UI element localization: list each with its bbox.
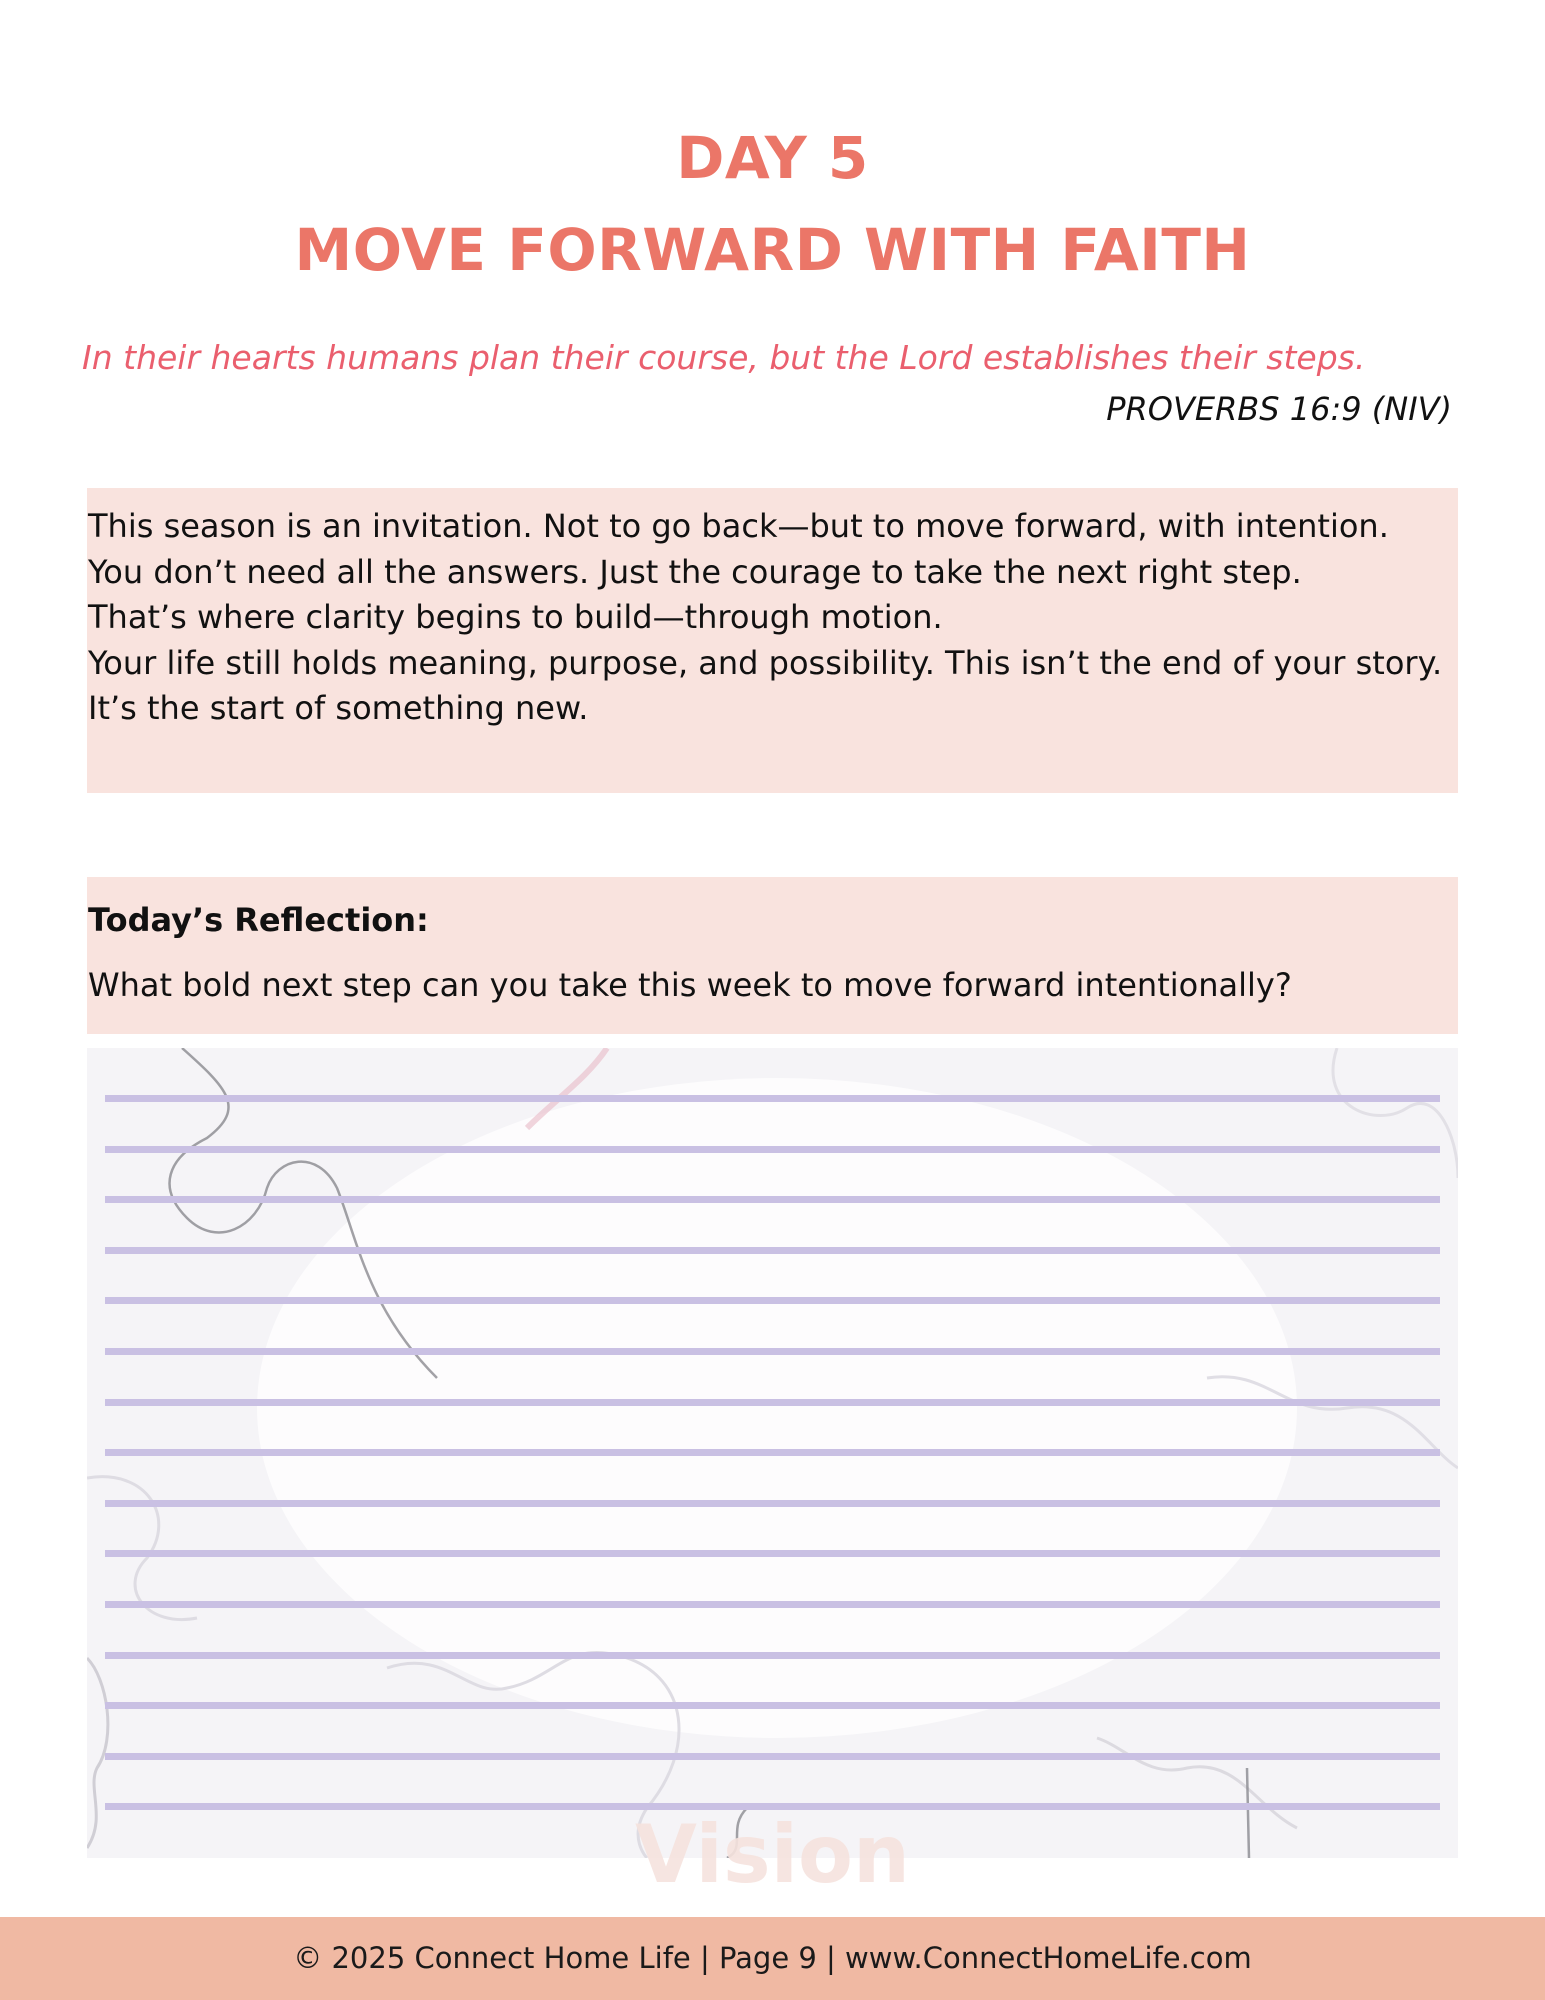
- writing-line: [105, 1196, 1440, 1203]
- writing-line: [105, 1753, 1440, 1760]
- writing-line: [105, 1146, 1440, 1153]
- day-title: MOVE FORWARD WITH FAITH: [294, 216, 1251, 284]
- reflection-question: What bold next step can you take this week to move forward intentionally?: [88, 966, 1292, 1004]
- scripture-verse: In their hearts humans plan their course, but the Lord establishes their steps.: [82, 338, 1366, 377]
- intro-paragraph: Your life still holds meaning, purpose, and possibility. This isn’t the end of your story. It’s the start of something new.: [88, 643, 1443, 727]
- writing-line: [105, 1702, 1440, 1709]
- intro-paragraph: That’s where clarity begins to build—through motion.: [88, 598, 943, 636]
- intro-text: [88, 504, 1448, 732]
- writing-line: [105, 1449, 1440, 1456]
- intro-box: [87, 488, 1458, 793]
- page-title: [0, 112, 1545, 296]
- journal-writing-area[interactable]: [87, 1048, 1458, 1858]
- writing-line: [105, 1652, 1440, 1659]
- watermark-text: Vision: [635, 1808, 910, 1901]
- writing-line: [105, 1095, 1440, 1102]
- writing-line: [105, 1348, 1440, 1355]
- writing-line: [105, 1297, 1440, 1304]
- intro-paragraph: This season is an invitation. Not to go back—but to move forward, with intention.: [88, 507, 1389, 545]
- intro-paragraph: You don’t need all the answers. Just the courage to take the next right step.: [88, 552, 1302, 591]
- writing-line: [105, 1500, 1440, 1507]
- footer: [0, 1917, 1545, 2000]
- writing-line: [105, 1550, 1440, 1557]
- writing-line: [105, 1601, 1440, 1608]
- journal-lines: [87, 1048, 1458, 1858]
- writing-line: [105, 1399, 1440, 1406]
- scripture-reference: PROVERBS 16:9 (NIV): [1106, 390, 1452, 428]
- reflection-heading: Today’s Reflection:: [88, 901, 429, 939]
- writing-line: [105, 1247, 1440, 1254]
- reflection-box: [87, 877, 1458, 1034]
- footer-text: © 2025 Connect Home Life | Page 9 | www.ConnectHomeLife.com: [293, 1941, 1252, 1975]
- day-label: DAY 5: [676, 124, 869, 192]
